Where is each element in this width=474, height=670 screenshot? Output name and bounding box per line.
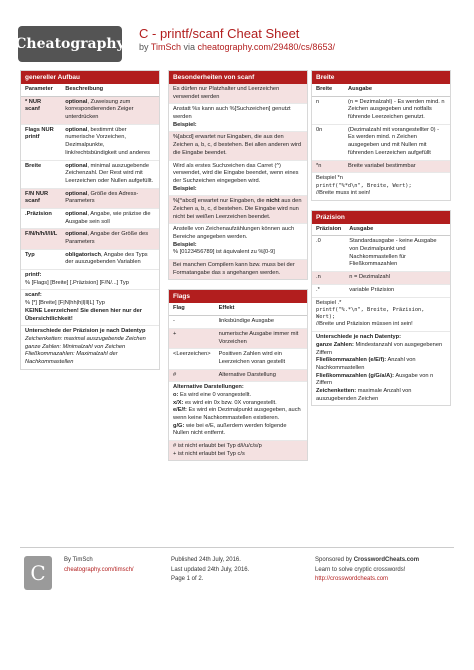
alternative-darstellungen: Alternative Darstellungen: o: Es wird eine 0 vorangestellt. x/X: es wird ein 0x bzw. 0X vorangestellt. e/E/f: Es wird ein Dezimalpunkt ausgegeben, auch wenn keine Nachkommastellen existieren. g/G: wie bei e/E, außerdem werden folgende Nullen nicht entfernt. — [169, 382, 307, 441]
column-2 — [168, 70, 308, 470]
section-header: Besonderheiten von scanf — [169, 71, 307, 84]
besonderheiten-section: Besonderheiten von scanf Es dürfen nur Platzhalter und Leerzeichen verwendet werden Anstatt %s kann auch %[Suchzeichen] genutzt werden Beispiel: %[abcd] erwartet nur Eingaben, die aus den Zeichen a, b, c, d bestehen. Bei allen anderen wird die Eingabe beendet. Wird als erstes Suchzeichen das Carret (^) verwendet, wird die Eingabe beendet, wenn eines der Suchzeichen eingegeben wird. Beispiel: %[^abcd] erwartet nur Eingaben, die nicht aus den Zeichen a, b, c, d bestehen. Die Eingabe wird nun nicht bei weißen Leerzeichen beendet. Anstelle von Zeichenaufzählungen können auch Bereiche angegeben werden. Beispiel: % [0123456789] ist äquivalent zu %[0-9] Bei manchen Compilern kann bzw. muss bei der Formatangabe das s angehangen werden. — [168, 70, 308, 280]
page-title: C - printf/scanf Cheat Sheet — [139, 26, 300, 41]
author-avatar[interactable]: C — [24, 556, 52, 590]
scanf-syntax: scanf: % [*] [Breite] [F|N|hh|h|l|ll|L] Typ KEINE Leerzeichen! Sie dienen hier nur der Übersichtlichkeit! — [21, 290, 159, 326]
table-row: Flags NUR printf optional, bestimmt über numerische Vorzeichen, Dezimalpunkte, link/rechtsbündigkeit und anderes — [21, 124, 159, 160]
table-row: 0n (Dezimalzahl mit vorangestellter 0) - Es werden mind. n Zeichen ausgegeben und mit Nullen mit führenden Leerzeichen aufgefüllt — [312, 124, 450, 160]
table-row: <Leerzeichen> Positiven Zahlen wird ein Leerzeichen voran gestellt — [169, 349, 307, 369]
column-3 — [311, 70, 451, 415]
table-row: # Alternative Darstellung — [169, 369, 307, 382]
table-row: F/N NUR scanf optional, Größe des Adress-Parameters — [21, 188, 159, 208]
praezision-table: Präzision Ausgabe .0 Standardausgabe - keine Ausgabe von Dezimalpunkt und Nachkommastellen für Fließkommazahlen .n n = Dezimalzahl .* variable Präzision — [312, 224, 450, 298]
table-row: + numerische Ausgabe immer mit Vorzeichen — [169, 328, 307, 348]
table-row: *n Breite variabel bestimmbar — [312, 160, 450, 173]
flags-notes: # ist nicht erlaubt bei Typ d/i/u/c/s/p + ist nicht erlaubt bei Typ c/s — [169, 441, 307, 460]
praezision-beispiel: Beispiel .* printf("%.*\n", Breite, Präzision, Wert); //Breite und Präzision müssen int sein! — [312, 298, 450, 333]
sponsor-link[interactable]: CrosswordCheats.com — [353, 557, 420, 563]
author-link[interactable]: TimSch — [150, 42, 182, 52]
breite-beispiel: Beispiel *n printf("%*d\n", Breite, Wert); //Breite muss int sein! — [316, 175, 412, 197]
aufbau-section — [20, 70, 160, 370]
table-row: .Präzision optional, Angabe, wie präzise die Ausgabe sein soll — [21, 208, 159, 228]
section-header: genereller Aufbau — [21, 71, 159, 84]
cheatography-logo[interactable]: Cheatography — [18, 26, 122, 62]
page-footer: C By TimSch cheatography.com/timsch/ Published 24th July, 2016. Last updated 24th July, 2016. Page 1 of 2. Sponsored by CrosswordCheats.com Learn to solve cryptic crosswords! http://crosswordcheats.com — [20, 547, 454, 597]
section-header: Flags — [169, 290, 307, 303]
table-row: - linksbündige Ausgabe — [169, 316, 307, 329]
column-1 — [20, 70, 160, 379]
table-row: Typ obligatorisch, Angabe des Typs der auszugebenden Variablen — [21, 249, 159, 269]
sponsor-url-link[interactable]: http://crosswordcheats.com — [315, 576, 389, 583]
table-row: F/N/h/h/l/ll/L optional, Angabe der Größe des Parameters — [21, 229, 159, 249]
aufbau-table: Parameter Beschreibung * NUR scanf optional, Zuweisung zum korrespondierenden Zeiger unterdrücken Flags NUR printf optional, bestimmt über numerische Vorzeichen, Dezimalpunkte, link/rechtsbündigkeit und anderes Breite optional, minimal auszugebende Zeichenzahl. Der Rest wird mit Leerzeichen oder Nullen aufgefüllt. F/N NUR scanf optional, Größe des Adress-Parameters .Präzision optional, Angabe, wie präzise die Ausgabe sein soll F/N/h/h/l/ll/L optional, Angabe der Größe des Parameters Typ obligatorisch, Angabe des Typs der auszugebenden Variablen — [21, 84, 159, 270]
table-row: .* variable Präzision — [312, 284, 450, 297]
datentyp-unterschiede: Unterschiede je nach Datentyp: ganze Zahlen: Mindestanzahl von ausgegebenen Ziffern Fließkommazahlen (e/E/f): Anzahl von Nachkommastellen Fließkommazahlen (g/G/a/A): Ausgabe von n Ziffern Zeichenketten: maximale Anzahl von auszugebenden Zeichen — [316, 334, 443, 402]
breite-table: Breite Ausgabe n (n = Dezimalzahl) - Es werden mind. n Zeichen ausgegeben und notfalls führende Leerzeichen genutzt. 0n (Dezimalzahl mit vorangestellter 0) - Es werden mind. n Zeichen ausgegeben und mit Nullen mit führenden Leerzeichen aufgefüllt *n Breite variabel bestimmbar — [312, 84, 450, 173]
table-row: .n n = Dezimalzahl — [312, 272, 450, 285]
author-profile-link[interactable]: cheatography.com/timsch/ — [64, 566, 134, 573]
sheet-url-link[interactable]: cheatography.com/29480/cs/8653/ — [197, 42, 335, 52]
section-header: Präzision — [312, 211, 450, 224]
flags-section — [168, 289, 308, 461]
table-row: .0 Standardausgabe - keine Ausgabe von Dezimalpunkt und Nachkommastellen für Fließkommazahlen — [312, 236, 450, 272]
flags-table: Flag Effekt - linksbündige Ausgabe + numerische Ausgabe immer mit Vorzeichen <Leerzeichen> Positiven Zahlen wird ein Leerzeichen voran gestellt # Alternative Darstellung — [169, 303, 307, 382]
breite-section — [311, 70, 451, 201]
section-header: Breite — [312, 71, 450, 84]
table-row: n (n = Dezimalzahl) - Es werden mind. n Zeichen ausgegeben und notfalls führende Leerzeichen genutzt. — [312, 96, 450, 124]
table-row: Breite optional, minimal auszugebende Zeichenzahl. Der Rest wird mit Leerzeichen oder Nullen aufgefüllt. — [21, 160, 159, 188]
printf-syntax: printf: % [Flags] [Breite] [.Präzision] [F/N/...] Typ — [21, 270, 159, 290]
praezision-unterschiede: Unterschiede der Präzision je nach Datentyp Zeichenketten: maximal auszugebende Zeichen ganze Zahlen: Minimalzahl von Zeichen Fließkommazahlen: Maximalzahl der Nachkommastellen — [25, 328, 146, 365]
byline: by TimSch via cheatography.com/29480/cs/8653/ — [139, 42, 335, 52]
praezision-section — [311, 210, 451, 407]
table-row: * NUR scanf optional, Zuweisung zum korrespondierenden Zeiger unterdrücken — [21, 96, 159, 124]
